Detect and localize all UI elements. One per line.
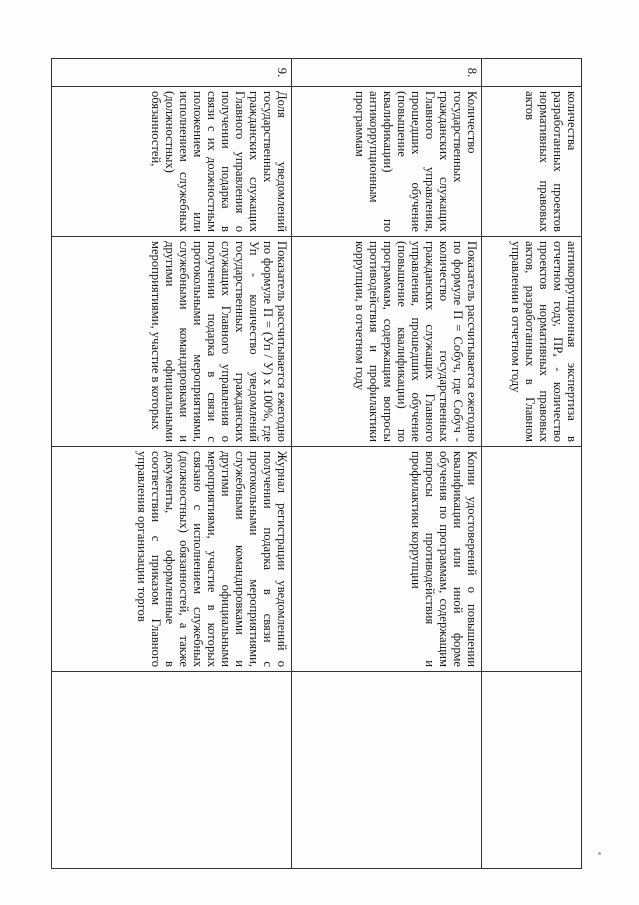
- scan-dust-mark: [598, 852, 601, 855]
- indicator-name: Количество государственных гражданских служащих Главного управления, прошедших обучение (повышение квалификации) по антикоррупционным программам: [292, 87, 482, 237]
- row-number: 8.: [292, 59, 482, 87]
- row-number: 9.: [52, 59, 292, 87]
- table-row: [482, 59, 582, 869]
- indicator-empty-cell: [52, 672, 292, 869]
- indicator-calculation: антикоррупционная экспертиза в отчетном году, ПРₐ - количество проектов нормативных правовых актов, разработанных в Главном управлении в отчетном году: [482, 237, 582, 447]
- table-row: [52, 59, 292, 869]
- indicator-empty-cell: [292, 672, 482, 869]
- indicator-name: Доля уведомлений государственных гражданских служащих Главного управления о получении подарка в связи с их должностным положением или исполнением служебных (должностных) обязанностей,: [52, 87, 292, 237]
- indicator-name: количества разработанных проектов нормативных правовых актов: [482, 87, 582, 237]
- row-number: [482, 59, 582, 87]
- indicator-empty-cell: [482, 672, 582, 869]
- rotated-table-container: [52, 58, 582, 868]
- table-row: [292, 59, 482, 869]
- indicator-calculation: Показатель рассчитывается ежегодно по формуле П = (Уп / У) х 100%, где Уп - количество уведомлений государственных гражданских служащих Главного управления о получении подарка в связи с протокольными мероприятиями, служебными командировками и другими официальными мероприятиями, участие в которых: [52, 237, 292, 447]
- indicator-source: [482, 447, 582, 672]
- indicator-calculation: Показатель рассчитывается ежегодно по формуле П = Cобуч, где Cобуч - количество государственных гражданских служащих Главного управления, прошедших обучение (повышение квалификации) по программам, содержащим вопросы противодействия и профилактики коррупции, в отчетном году: [292, 237, 482, 447]
- indicators-table: [51, 58, 582, 869]
- indicator-source: Журнал регистрации уведомлений о получении подарка в связи с протокольными мероприятиями, служебными командировками и другими официальными мероприятиями, участие в которых связано с исполнением служебных (должностных) обязанностей, а также документы, оформленные в соответствии с приказом Главного управления организации торгов: [52, 447, 292, 672]
- indicator-source: Копии удостоверений о повышении квалификации или иной форме обучения по программам, содержащим вопросы противодействия и профилактики коррупции: [292, 447, 482, 672]
